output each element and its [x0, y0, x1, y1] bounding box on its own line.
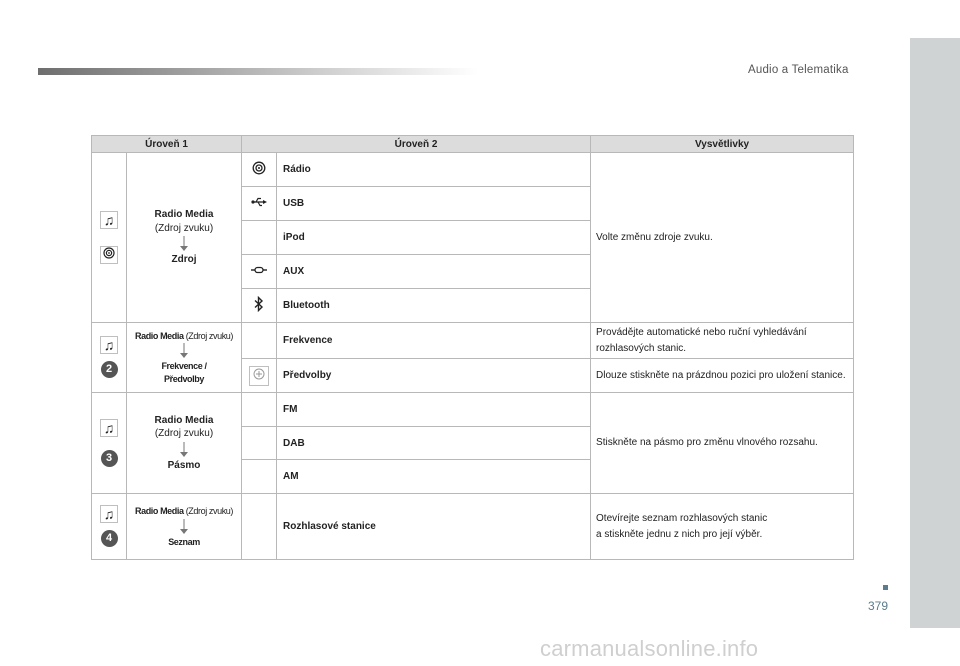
watermark: carmanualsonline.info — [540, 636, 759, 661]
table-header-row — [92, 136, 854, 153]
level1-subtitle: (Zdroj zvuku) — [154, 222, 214, 234]
source-usb[interactable]: USB — [277, 187, 591, 221]
side-strip — [910, 38, 960, 628]
section1-icons — [92, 153, 127, 323]
table-row — [92, 323, 854, 359]
level1-title: Radio Media — [134, 506, 184, 517]
arrow-down-icon — [179, 343, 189, 359]
section4-explanation — [591, 494, 854, 560]
step-badge: 2 — [101, 361, 118, 378]
radio-icon — [100, 246, 118, 264]
band-fm[interactable]: FM — [277, 393, 591, 427]
radio-source-icon-cell — [242, 153, 277, 187]
level1-title: Radio Media — [154, 209, 214, 221]
arrow-down-icon — [179, 442, 189, 458]
source-aux[interactable]: AUX — [277, 255, 591, 289]
level1-target: Předvolby — [164, 373, 204, 384]
level1-target: Pásmo — [167, 459, 201, 471]
music-note-icon: ♫ — [100, 505, 118, 523]
music-note-icon: ♫ — [100, 419, 118, 437]
fm-icon-cell — [242, 393, 277, 427]
page-number: 379 — [868, 599, 889, 613]
radio-icon — [252, 161, 266, 175]
explanation-line: a stiskněte jednu z nich pro její výběr. — [596, 528, 763, 540]
level1-subtitle: (Zdroj zvuku) — [185, 331, 234, 342]
section1-level1 — [127, 153, 242, 323]
table-row — [92, 393, 854, 427]
music-note-icon: ♫ — [100, 211, 118, 229]
explanation-line: Otevírejte seznam rozhlasových stanic — [596, 513, 768, 524]
station-list-icon-cell — [242, 494, 277, 560]
section3-explanation: Stiskněte na pásmo pro změnu vlnového rozsahu. — [591, 393, 854, 494]
menu-table — [91, 135, 854, 560]
frequency-icon-cell — [242, 323, 277, 359]
level1-target: Seznam — [168, 536, 200, 547]
option-frequency[interactable]: Frekvence — [277, 323, 591, 359]
section2-explanation-presets: Dlouze stiskněte na prázdnou pozici pro uložení stanice. — [591, 359, 854, 393]
ipod-icon-cell — [242, 221, 277, 255]
option-presets[interactable]: Předvolby — [277, 359, 591, 393]
band-dab[interactable]: DAB — [277, 427, 591, 460]
step-badge: 3 — [101, 450, 118, 467]
aux-icon-cell — [242, 255, 277, 289]
option-station-list[interactable]: Rozhlasové stanice — [277, 494, 591, 560]
dab-icon-cell — [242, 427, 277, 460]
header-level2: Úroveň 2 — [242, 136, 591, 153]
section2-level1 — [127, 323, 242, 393]
section4-level1 — [127, 494, 242, 560]
table-row — [92, 153, 854, 187]
table-row — [92, 494, 854, 560]
aux-icon — [251, 266, 267, 274]
add-preset-icon — [249, 366, 269, 386]
level1-title: Radio Media — [134, 331, 184, 342]
section3-icons — [92, 393, 127, 494]
music-note-icon: ♫ — [100, 336, 118, 354]
source-bluetooth[interactable]: Bluetooth — [277, 289, 591, 323]
usb-icon — [251, 197, 267, 207]
section1-explanation: Volte změnu zdroje zvuku. — [591, 153, 854, 323]
level1-subtitle: (Zdroj zvuku) — [154, 428, 214, 440]
arrow-down-icon — [179, 236, 189, 252]
bluetooth-icon-cell — [242, 289, 277, 323]
header-gradient-bar — [38, 68, 478, 75]
presets-icon-cell — [242, 359, 277, 393]
header-level1: Úroveň 1 — [92, 136, 242, 153]
bluetooth-icon — [254, 296, 264, 312]
source-ipod[interactable]: iPod — [277, 221, 591, 255]
page-marker — [883, 585, 888, 590]
section3-level1 — [127, 393, 242, 494]
section2-explanation-frequency: Provádějte automatické nebo ruční vyhledávání rozhlasových stanic. — [591, 323, 854, 359]
am-icon-cell — [242, 460, 277, 494]
band-am[interactable]: AM — [277, 460, 591, 494]
level1-target: Frekvence / — [161, 361, 207, 372]
step-badge: 4 — [101, 530, 118, 547]
source-radio[interactable]: Rádio — [277, 153, 591, 187]
level1-target: Zdroj — [171, 254, 197, 266]
arrow-down-icon — [179, 519, 189, 535]
level1-title: Radio Media — [154, 414, 214, 426]
section4-icons — [92, 494, 127, 560]
level1-subtitle: (Zdroj zvuku) — [185, 506, 234, 517]
page-header-title: Audio a Telematika — [748, 64, 849, 76]
header-explanation: Vysvětlivky — [591, 136, 854, 153]
section2-icons — [92, 323, 127, 393]
usb-icon-cell — [242, 187, 277, 221]
